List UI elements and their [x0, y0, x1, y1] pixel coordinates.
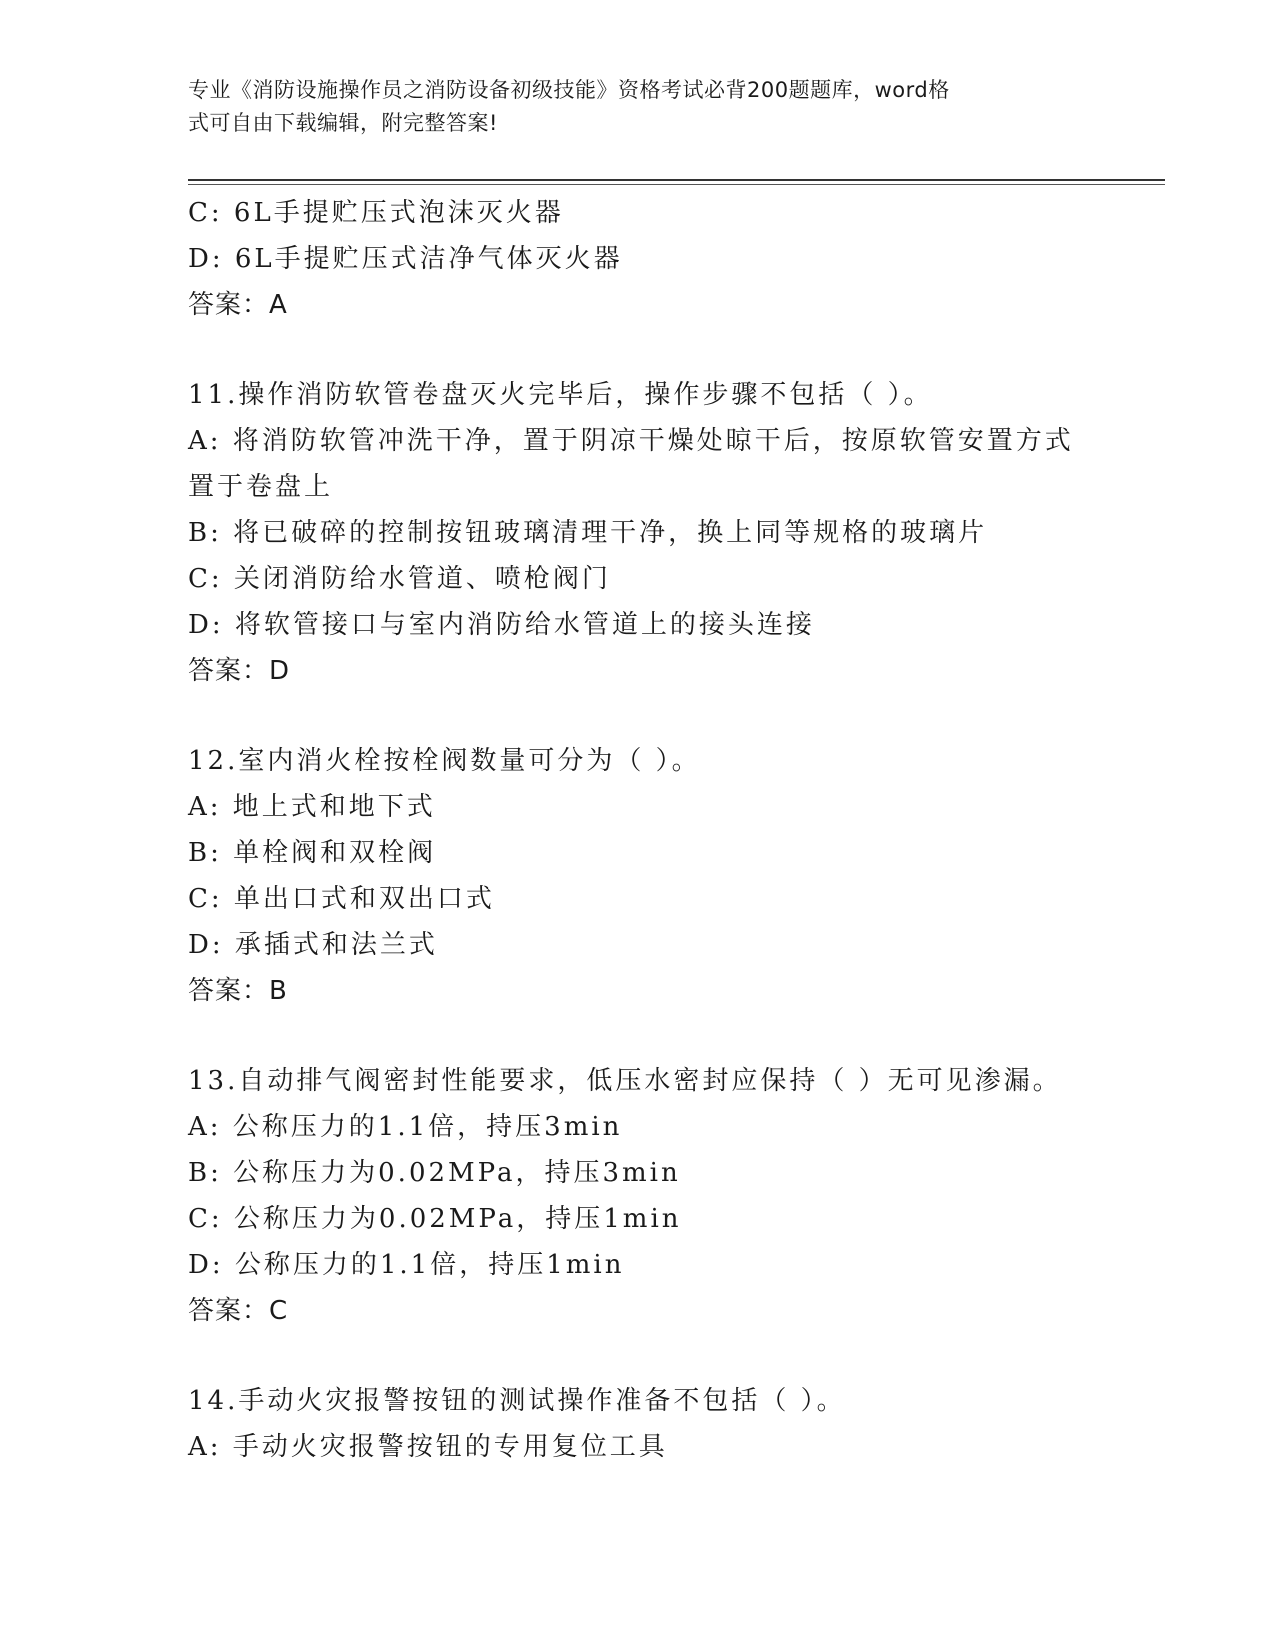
option-b: B: 单栓阀和双栓阀: [188, 838, 437, 868]
option-a: A: 将消防软管冲洗干净，置于阴凉干燥处晾干后，按原软管安置方式置于卷盘上: [188, 426, 1074, 502]
question-11: [188, 372, 1088, 694]
spacer: [188, 694, 1088, 738]
question-text: 13.自动排气阀密封性能要求，低压水密封应保持（ ）无可见渗漏。: [188, 1066, 1062, 1096]
option-c: C: 公称压力为0.02MPa，持压1min: [188, 1204, 682, 1234]
spacer: [188, 1014, 1088, 1058]
option-d: D: 6L手提贮压式洁净气体灭火器: [188, 244, 623, 274]
option-a: A: 公称压力的1.1倍，持压3min: [188, 1112, 623, 1142]
option-c: C: 单出口式和双出口式: [188, 884, 495, 914]
option-b: B: 将已破碎的控制按钮玻璃清理干净，换上同等规格的玻璃片: [188, 518, 988, 548]
document-header: [188, 74, 1068, 140]
question-14: [188, 1378, 1088, 1470]
answer-line: 答案：D: [188, 656, 291, 686]
answer-line: 答案：B: [188, 976, 288, 1006]
question-text: 11.操作消防软管卷盘灭火完毕后，操作步骤不包括（ ）。: [188, 380, 933, 410]
answer-line: 答案：A: [188, 290, 288, 320]
question-text: 12.室内消火栓按栓阀数量可分为（ ）。: [188, 746, 701, 776]
header-divider-thin: [188, 184, 1165, 185]
spacer: [188, 328, 1088, 372]
header-line-1: 专业《消防设施操作员之消防设备初级技能》资格考试必背200题题库，word格: [188, 78, 950, 102]
option-d: D: 承插式和法兰式: [188, 930, 438, 960]
option-d: D: 将软管接口与室内消防给水管道上的接头连接: [188, 610, 815, 640]
spacer: [188, 1334, 1088, 1378]
answer-line: 答案：C: [188, 1296, 289, 1326]
question-list: [188, 190, 1088, 1470]
option-a: A: 手动火灾报警按钮的专用复位工具: [188, 1432, 668, 1462]
header-divider-thick: [188, 179, 1165, 181]
previous-question-tail: [188, 190, 1088, 328]
option-b: B: 公称压力为0.02MPa，持压3min: [188, 1158, 681, 1188]
question-12: [188, 738, 1088, 1014]
option-a: A: 地上式和地下式: [188, 792, 436, 822]
question-text: 14.手动火灾报警按钮的测试操作准备不包括（ ）。: [188, 1386, 846, 1416]
header-line-2: 式可自由下载编辑，附完整答案!: [188, 111, 498, 135]
option-c: C: 关闭消防给水管道、喷枪阀门: [188, 564, 611, 594]
option-d: D: 公称压力的1.1倍，持压1min: [188, 1250, 625, 1280]
option-c: C: 6L手提贮压式泡沫灭火器: [188, 198, 564, 228]
question-13: [188, 1058, 1088, 1334]
